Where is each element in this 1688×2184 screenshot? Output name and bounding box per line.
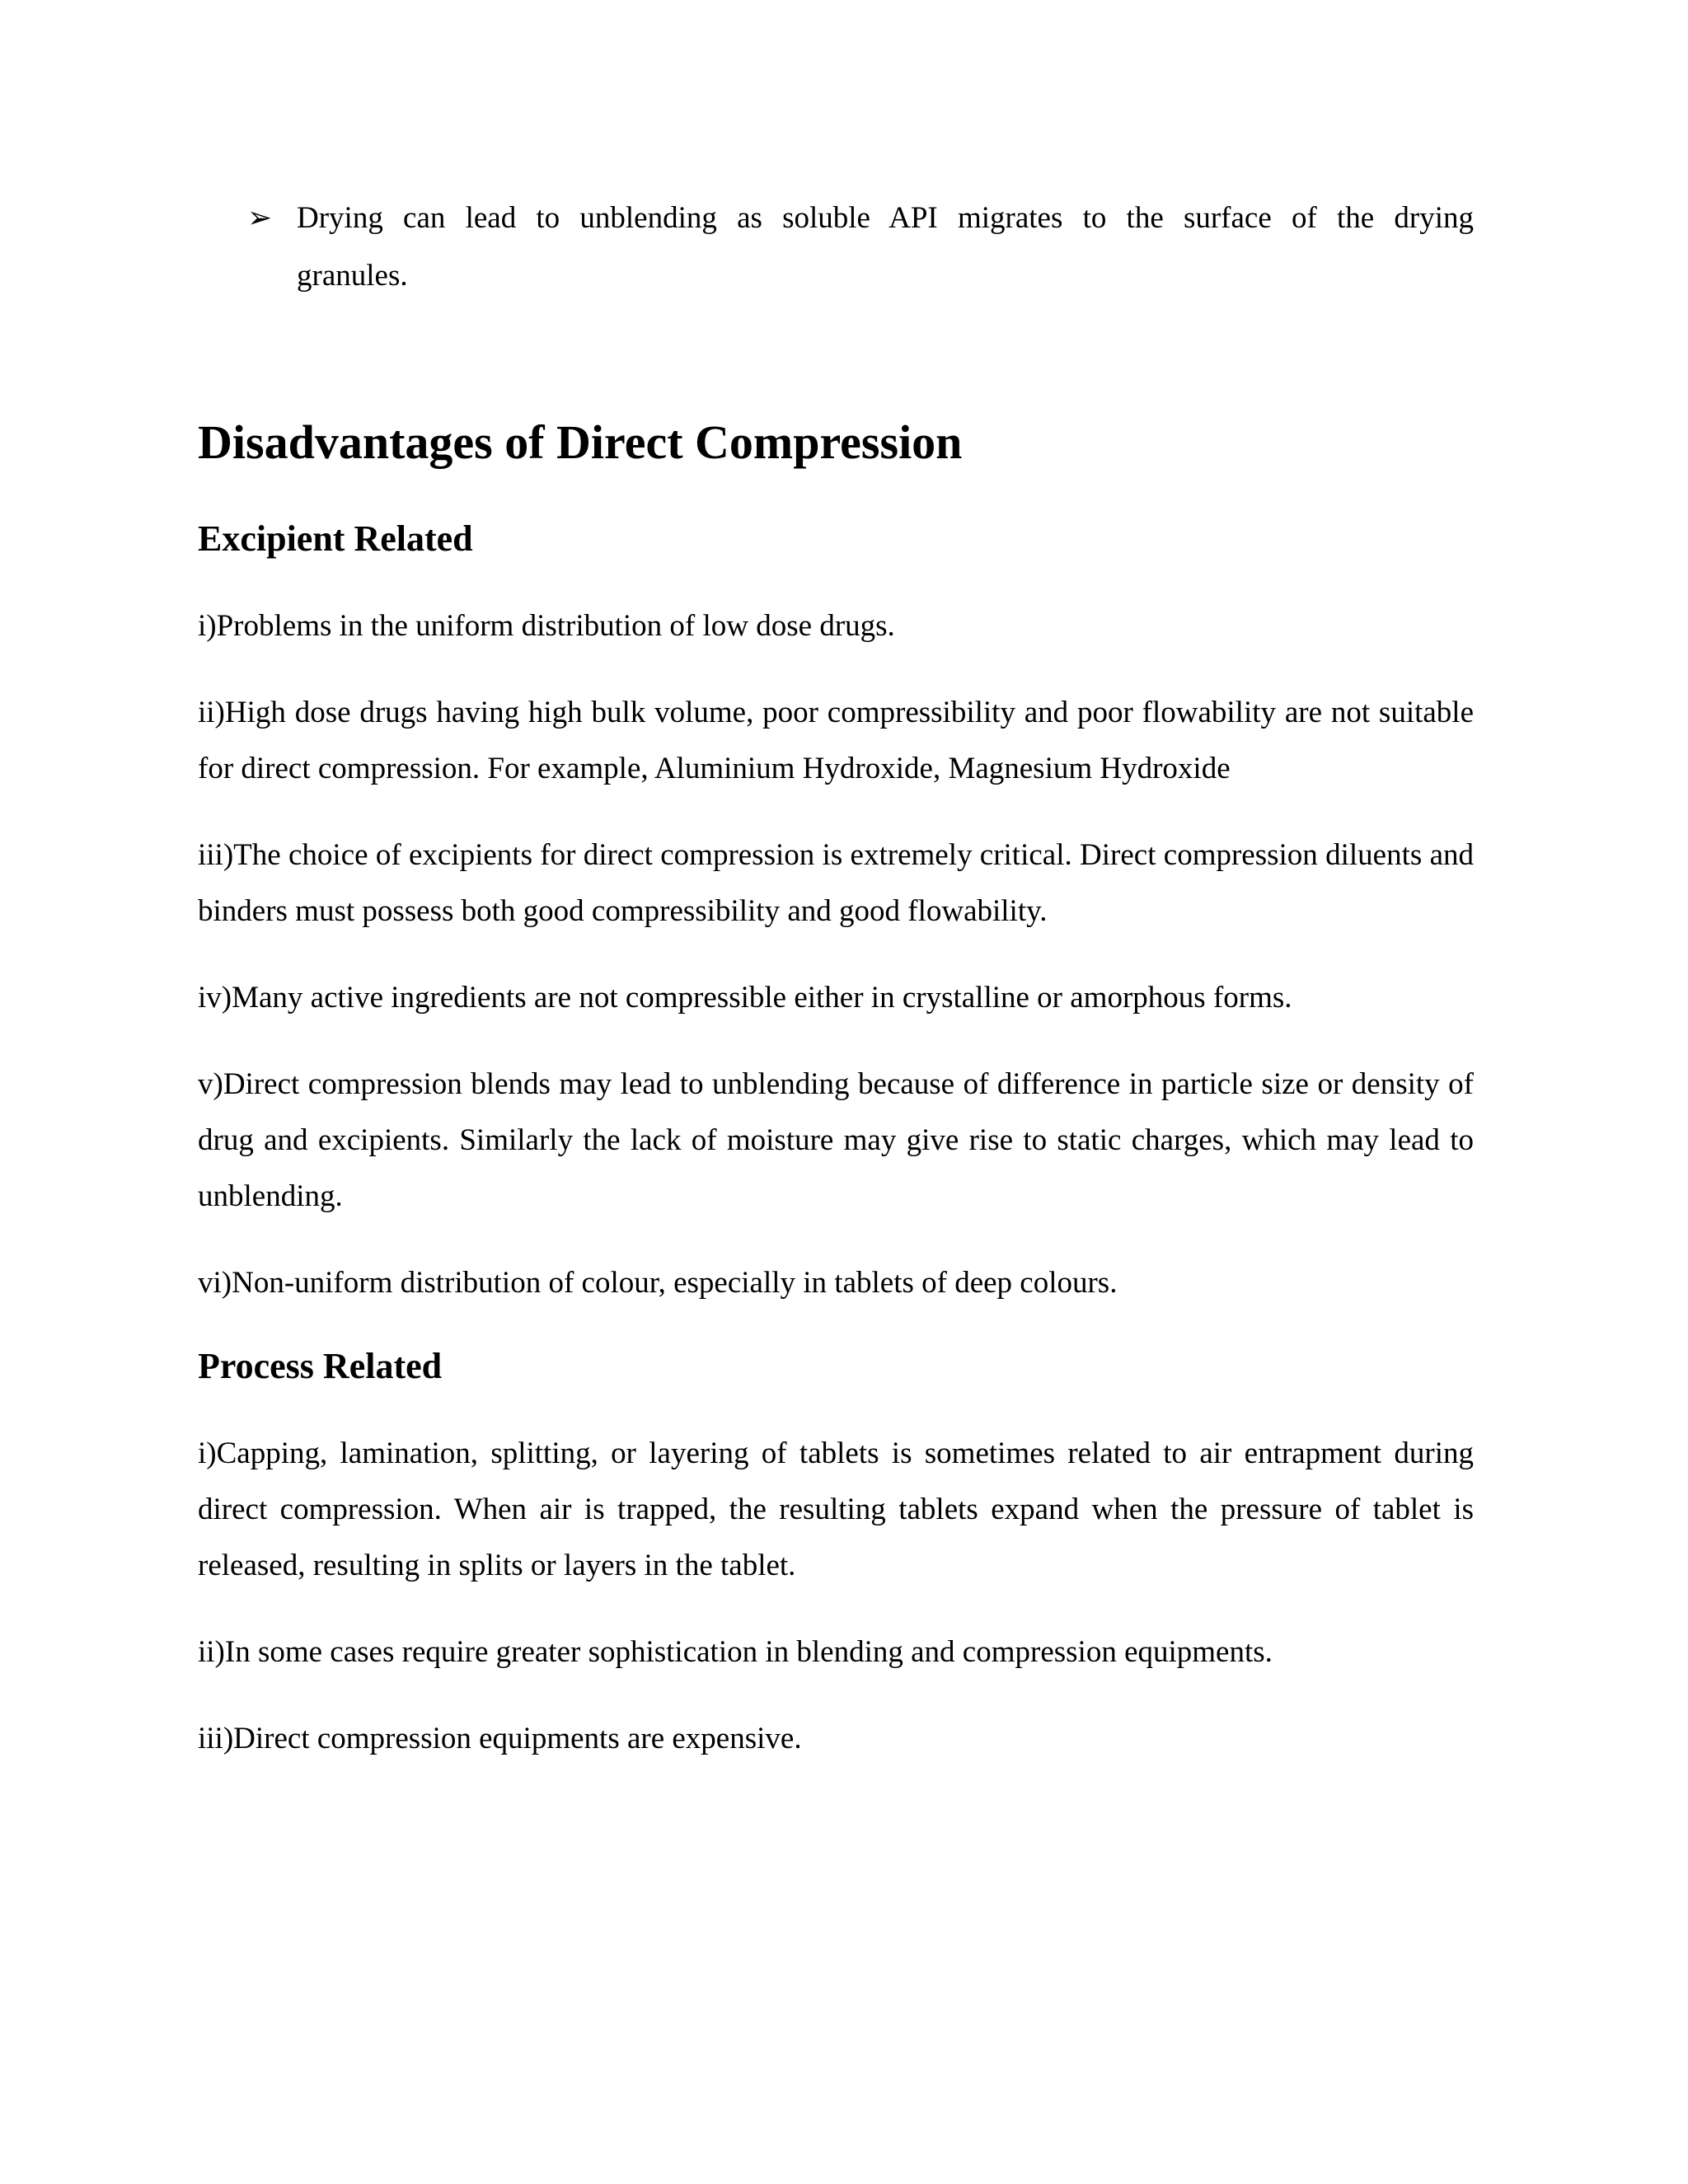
page-content [198,190,1474,1797]
excipient-item-4: iv)Many active ingredients are not compressible either in crystalline or amorphous forms. [198,981,1292,1015]
bullet-item-drying [198,190,1474,305]
arrow-bullet-icon: ➢ [247,201,273,235]
bullet-text: Drying can lead to unblending as soluble API migrates to the surface of the drying granules. [297,201,1474,293]
excipient-section-title: Excipient Related [198,518,473,559]
process-item-1: i)Capping, lamination, splitting, or layering of tablets is sometimes related to air entrapment during direct compression. When air is trapped, the resulting tablets expand when the pressure of tablet is released, resulting in splits or layers in the tablet. [198,1436,1474,1582]
excipient-item-5: v)Direct compression blends may lead to unblending because of difference in particle size or density of drug and excipients. Similarly the lack of moisture may give rise to static charges, which may lead to unblending. [198,1067,1474,1213]
process-item-3: iii)Direct compression equipments are expensive. [198,1722,802,1755]
page-heading: Disadvantages of Direct Compression [198,415,963,469]
excipient-item-1: i)Problems in the uniform distribution of low dose drugs. [198,609,895,643]
excipient-item-3: iii)The choice of excipients for direct compression is extremely critical. Direct compression diluents and binders must possess both good compressibility and good flowability. [198,838,1474,928]
excipient-item-6: vi)Non-uniform distribution of colour, especially in tablets of deep colours. [198,1266,1118,1300]
excipient-item-2: ii)High dose drugs having high bulk volume, poor compressibility and poor flowability are not suitable for direct compression. For example, Aluminium Hydroxide, Magnesium Hydroxide [198,696,1474,785]
process-item-2: ii)In some cases require greater sophistication in blending and compression equipments. [198,1635,1273,1669]
process-section-title: Process Related [198,1346,443,1386]
